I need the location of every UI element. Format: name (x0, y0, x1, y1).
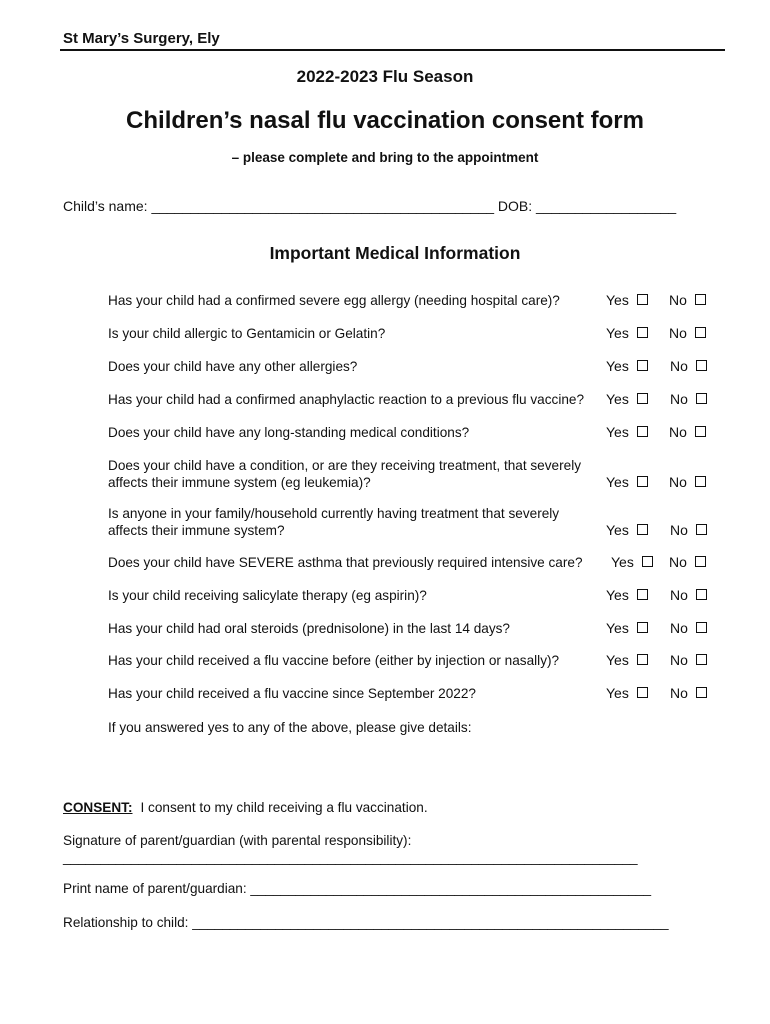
no-checkbox[interactable] (695, 294, 706, 305)
question-line: Has your child received a flu vaccine before (either by injection or nasally)? (108, 653, 560, 668)
yes-checkbox[interactable] (637, 687, 648, 698)
no-option[interactable] (669, 325, 706, 341)
question-line: Is anyone in your family/household currently having treatment that severely (108, 506, 560, 521)
yes-option[interactable] (606, 325, 648, 341)
no-label: No (669, 292, 687, 308)
yes-option[interactable] (606, 358, 648, 374)
no-checkbox[interactable] (696, 360, 707, 371)
yes-option[interactable] (611, 554, 653, 570)
yes-option[interactable] (606, 424, 648, 440)
no-label: No (670, 620, 688, 636)
no-option[interactable] (669, 474, 706, 490)
yes-label: Yes (606, 652, 629, 668)
question-text (108, 292, 560, 309)
no-option[interactable] (670, 685, 707, 701)
form-subtitle: – please complete and bring to the appointment (231, 150, 539, 165)
no-checkbox[interactable] (695, 556, 706, 567)
yes-option[interactable] (606, 685, 648, 701)
signature-line[interactable]: ____________________________________________________________________________ (63, 850, 638, 865)
no-option[interactable] (670, 587, 707, 603)
question-line: Is your child receiving salicylate therapy (eg aspirin)? (108, 588, 427, 603)
question-line: affects their immune system (eg leukemia)? (108, 475, 371, 490)
yes-label: Yes (611, 554, 634, 570)
question-text (108, 620, 510, 637)
no-checkbox[interactable] (696, 524, 707, 535)
no-checkbox[interactable] (696, 654, 707, 665)
question-line: affects their immune system? (108, 523, 285, 538)
yes-checkbox[interactable] (637, 524, 648, 535)
no-option[interactable] (669, 292, 706, 308)
question-line: Has your child had a confirmed anaphylactic reaction to a previous flu vaccine? (108, 392, 585, 407)
consent-statement (63, 800, 428, 815)
yes-label: Yes (606, 325, 629, 341)
surgery-name: St Mary’s Surgery, Ely (63, 30, 220, 47)
question-line: Has your child had oral steroids (prednisolone) in the last 14 days? (108, 621, 510, 636)
print-name-field[interactable]: Print name of parent/guardian: _____________________________________________________ (63, 881, 652, 896)
consent-label: CONSENT: (63, 800, 133, 815)
signature-label: Signature of parent/guardian (with parental responsibility): (63, 833, 412, 848)
question-line: Does your child have SEVERE asthma that previously required intensive care? (108, 555, 583, 570)
details-prompt[interactable]: If you answered yes to any of the above, please give details: (108, 720, 472, 735)
yes-label: Yes (606, 620, 629, 636)
yes-label: Yes (606, 685, 629, 701)
yes-checkbox[interactable] (642, 556, 653, 567)
no-option[interactable] (669, 424, 706, 440)
yes-label: Yes (606, 474, 629, 490)
no-option[interactable] (670, 358, 707, 374)
no-checkbox[interactable] (695, 426, 706, 437)
yes-checkbox[interactable] (637, 360, 648, 371)
no-checkbox[interactable] (695, 327, 706, 338)
question-line: Does your child have any long-standing medical conditions? (108, 425, 470, 440)
yes-checkbox[interactable] (637, 294, 648, 305)
no-label: No (670, 685, 688, 701)
question-text (108, 457, 581, 491)
yes-option[interactable] (606, 522, 648, 538)
no-label: No (670, 391, 688, 407)
yes-checkbox[interactable] (637, 654, 648, 665)
no-label: No (669, 554, 687, 570)
yes-label: Yes (606, 391, 629, 407)
no-label: No (670, 587, 688, 603)
yes-checkbox[interactable] (637, 393, 648, 404)
question-text (108, 325, 385, 342)
yes-label: Yes (606, 424, 629, 440)
no-checkbox[interactable] (696, 622, 707, 633)
no-checkbox[interactable] (696, 393, 707, 404)
yes-label: Yes (606, 522, 629, 538)
yes-option[interactable] (606, 474, 648, 490)
yes-label: Yes (606, 358, 629, 374)
yes-label: Yes (606, 587, 629, 603)
form-title: Children’s nasal flu vaccination consent form (126, 107, 644, 134)
yes-checkbox[interactable] (637, 327, 648, 338)
no-option[interactable] (670, 620, 707, 636)
question-text (108, 505, 559, 539)
no-label: No (670, 358, 688, 374)
question-text (108, 685, 476, 702)
no-option[interactable] (669, 554, 706, 570)
question-text (108, 587, 427, 604)
header-rule (60, 49, 725, 51)
yes-option[interactable] (606, 292, 648, 308)
no-checkbox[interactable] (696, 589, 707, 600)
no-label: No (669, 424, 687, 440)
no-label: No (670, 522, 688, 538)
question-text (108, 424, 469, 441)
question-text (108, 358, 357, 375)
no-label: No (669, 325, 687, 341)
question-text (108, 554, 583, 571)
no-label: No (669, 474, 687, 490)
yes-checkbox[interactable] (637, 589, 648, 600)
yes-option[interactable] (606, 587, 648, 603)
question-line: Has your child received a flu vaccine since September 2022? (108, 686, 476, 701)
yes-option[interactable] (606, 391, 648, 407)
consent-text: I consent to my child receiving a flu vaccination. (140, 800, 428, 815)
no-option[interactable] (670, 652, 707, 668)
season-heading: 2022-2023 Flu Season (296, 67, 474, 86)
relationship-field[interactable]: Relationship to child: _______________________________________________________________ (63, 915, 669, 930)
no-checkbox[interactable] (696, 687, 707, 698)
yes-option[interactable] (606, 652, 648, 668)
no-option[interactable] (670, 391, 707, 407)
no-option[interactable] (670, 522, 707, 538)
yes-checkbox[interactable] (637, 476, 648, 487)
question-line: Does your child have a condition, or are they receiving treatment, that severely (108, 458, 582, 473)
question-text (108, 652, 559, 669)
no-label: No (670, 652, 688, 668)
yes-checkbox[interactable] (637, 622, 648, 633)
no-checkbox[interactable] (695, 476, 706, 487)
section-heading: Important Medical Information (269, 243, 521, 263)
question-text (108, 391, 584, 408)
question-line: Has your child had a confirmed severe egg allergy (needing hospital care)? (108, 293, 560, 308)
question-line: Is your child allergic to Gentamicin or Gelatin? (108, 326, 386, 341)
question-line: Does your child have any other allergies? (108, 359, 358, 374)
yes-option[interactable] (606, 620, 648, 636)
child-name-dob-field[interactable]: Child’s name: ____________________________________________ DOB: __________________ (63, 198, 677, 214)
yes-label: Yes (606, 292, 629, 308)
yes-checkbox[interactable] (637, 426, 648, 437)
